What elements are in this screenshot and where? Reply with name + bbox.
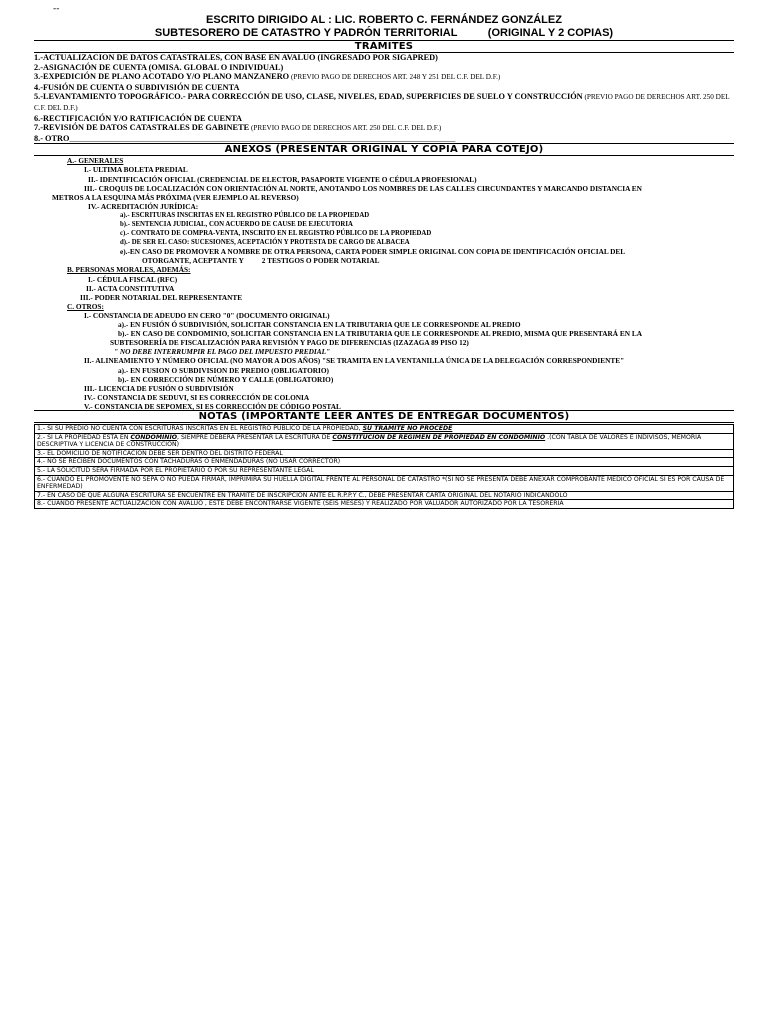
generales-iii: III.- CROQUIS DE LOCALIZACIÓN CON ORIENTACIÓN AL NORTE, ANOTANDO LOS NOMBRES DE LAS CALLES CIRCUNDANTES Y MARCANDO DISTANCIA EN: [84, 183, 642, 193]
nota-row-1: 1.- SI SU PREDIO NO CUENTA CON ESCRITURAS INSCRITAS EN EL REGISTRO PÚBLICO DE LA PROPIEDAD, SU TRÁMITE NO PROCEDE: [35, 424, 734, 433]
nota-row-2: 2.- SI LA PROPIEDAD ESTÁ EN CONDOMINIO, SIEMPRE DEBERÁ PRESENTAR LA ESCRITURA DE CONSTITUCIÓN DE RÉGIMEN DE PROPIEDAD EN CONDOMINIO .(CON TABLA DE VALORES E INDIVISOS, MEMORIA DESCRIPTIVA Y LICENCIA DE CONSTRUCCIÓN): [35, 433, 734, 449]
generales-iv-d: d).- DE SER EL CASO: SUCESIONES, ACEPTACIÓN Y PROTESTA DE CARGO DE ALBACEA: [120, 239, 410, 247]
morales-i: I.- CÉDULA FISCAL (RFC): [88, 274, 178, 284]
otros-i-b: b).- EN CASO DE CONDOMINIO, SOLICITAR CONSTANCIA EN LA TRIBUTARIA QUE LE CORRESPONDE AL PREDIO, MISMA QUE PRESENTARÁ EN LA: [118, 329, 642, 339]
generales-iv-b: b).- SENTENCIA JUDICIAL, CON ACUERDO DE CAUSE DE EJECUTORIA: [120, 221, 353, 228]
anexos-title: ANEXOS (PRESENTAR ORIGINAL Y COPIA PARA COTEJO): [34, 143, 734, 156]
predial-warning: " NO DEBE INTERRUMPIR EL PAGO DEL IMPUESTO PREDIAL": [114, 347, 331, 357]
nota-row-8: 8.- CUANDO PRESENTE ACTUALIZACIÓN CON AVALUO , ÉSTE DEBE ENCONTRARSE VIGENTE (SEIS MESES) Y REALIZADO POR VALUADOR AUTORIZADO POR LA TESORERÍA: [35, 500, 734, 509]
tramite-item-8: 8.- OTRO_____________________________________________________________________________________________: [34, 133, 456, 143]
generales-iv-a: a).- ESCRITURAS INSCRITAS EN EL REGISTRO PÚBLICO DE LA PROPIEDAD: [120, 211, 370, 219]
notas-table: [34, 424, 734, 509]
nota-row-6: 6.- CUANDO EL PROMOVENTE NO SEPA O NO PUEDA FIRMAR, IMPRIMIRÁ SU HUELLA DIGITAL FRENTE AL PERSONAL DE CATASTRO *(SI NO SE PRESENTA DEBE ANEXAR COMPROBANTE MEDICO OFICIAL SI ES POR CAUSA DE ENFERMEDAD): [35, 475, 734, 491]
otros-i-a: a).- EN FUSIÓN Ó SUBDIVISIÓN, SOLICITAR CONSTANCIA EN LA TRIBUTARIA QUE LE CORRESPONDE AL PREDIO: [118, 320, 521, 330]
morales-heading: B. PERSONAS MORALES, ADEMÁS:: [67, 265, 191, 275]
regimen-emphasis: CONSTITUCIÓN DE RÉGIMEN DE PROPIEDAD EN CONDOMINIO: [332, 433, 546, 441]
generales-iii-cont: METROS A LA ESQUINA MÁS PRÓXIMA (VER EJEMPLO AL REVERSO): [52, 192, 299, 202]
condominio-emphasis: CONDOMINIO: [130, 433, 178, 441]
header-office: SUBTESORERO DE CATASTRO Y PADRÓN TERRITORIAL (ORIGINAL Y 2 COPIAS): [154, 27, 614, 39]
morales-iii: III.- PODER NOTARIAL DEL REPRESENTANTE: [80, 292, 243, 302]
anexos-section: [34, 156, 734, 411]
otros-i-b-cont: SUBTESORERÍA DE FISCALIZACIÓN PARA REVISIÓN Y PAGO DE DIFERENCIAS (IZAZAGA 89 PISO 12): [110, 338, 469, 348]
otros-heading: C. OTROS:: [67, 301, 104, 311]
generales-iv: IV.- ACREDITACIÓN JURÍDICA:: [88, 201, 199, 211]
document-page: [34, 6, 734, 509]
no-procede-emphasis: SU TRÁMITE NO PROCEDE: [362, 424, 453, 432]
generales-i: I.- ULTIMA BOLETA PREDIAL: [84, 165, 188, 175]
otros-i: I.- CONSTANCIA DE ADEUDO EN CERO "0" (DOCUMENTO ORIGINAL): [84, 310, 330, 320]
tramite-item-7: 7.-REVISIÓN DE DATOS CATASTRALES DE GABINETE (PREVIO PAGO DE DERECHOS ART. 250 DEL C.F. DEL D.F.): [34, 123, 442, 133]
otros-v: V.- CONSTANCIA DE SEPOMEX, SI ES CORRECCIÓN DE CÓDIGO POSTAL: [84, 401, 341, 411]
generales-iv-e-cont: OTORGANTE, ACEPTANTE Y 2 TESTIGOS O PODER NOTARIAL: [142, 256, 380, 266]
generales-iv-e: e).-EN CASO DE PROMOVER A NOMBRE DE OTRA PERSONA, CARTA PODER SIMPLE ORIGINAL CON COPIA DE IDENTIFICACIÓN OFICIAL DEL: [120, 247, 626, 257]
nota-row-3: 3.- EL DOMICILIO DE NOTIFICACIÓN DEBE SER DENTRO DEL DISTRITO FEDERAL: [35, 449, 734, 458]
otros-ii: II.- ALINEAMIENTO Y NÚMERO OFICIAL (NO MAYOR A DOS AÑOS) "SE TRAMITA EN LA VENTANILLA ÚNICA DE LA DELEGACIÓN CORRESPONDIENTE": [84, 356, 625, 366]
nota-row-7: 7.- EN CASO DE QUE ALGUNA ESCRITURA SE ENCUENTRE EN TRÁMITE DE INSCRIPCIÓN ANTE EL R.P.P.Y C., DEBE PRESENTAR CARTA ORIGINAL DEL NOTARIO INDICÁNDOLO: [35, 491, 734, 500]
nota-row-4: 4.- NO SE RECIBEN DOCUMENTOS CON TACHADURAS O ENMENDADURAS (NO USAR CORRECTOR): [35, 458, 734, 467]
nota-row-5: 5.- LA SOLICITUD SERÁ FIRMADA POR EL PROPIETARIO O POR SU REPRESENTANTE LEGAL: [35, 466, 734, 475]
tramites-title: TRÁMITES: [34, 40, 734, 53]
tramite-item-4: 4.-FUSIÓN DE CUENTA O SUBDIVISIÓN DE CUENTA: [34, 82, 240, 92]
generales-heading: A.- GENERALES: [67, 156, 124, 166]
tramite-item-1: 1.-ACTUALIZACION DE DATOS CATASTRALES, CON BASE EN AVALUO (INGRESADO POR SIGAPRED): [34, 53, 438, 62]
generales-iv-c: c).- CONTRATO DE COMPRA-VENTA, INSCRITO EN EL REGISTRO PÚBLICO DE LA PROPIEDAD: [120, 230, 432, 238]
header-addressee: ESCRITO DIRIGIDO AL : LIC. ROBERTO C. FERNÁNDEZ GONZÁLEZ: [206, 14, 562, 26]
tramite-item-6: 6.-RECTIFICACIÓN Y/O RATIFICACIÓN DE CUENTA: [34, 113, 242, 123]
otros-ii-b: b).- EN CORRECCIÓN DE NÚMERO Y CALLE (OBLIGATORIO): [118, 374, 334, 384]
tramite-item-5: 5.-LEVANTAMIENTO TOPOGRÁFICO.- PARA CORRECCIÓN DE USO, CLASE, NIVELES, EDAD, SUPERFICIES DE SUELO Y CONSTRUCCIÓN (PREVIO PAGO DE DERECHOS ART. 250 DEL C.F. DEL D.F.): [34, 92, 730, 112]
generales-ii: II.- IDENTIFICACIÓN OFICIAL (CREDENCIAL DE ELECTOR, PASAPORTE VIGENTE O CÉDULA PROFESIONAL): [88, 174, 477, 184]
tramites-list: [34, 53, 734, 143]
otros-ii-a: a).- EN FUSION O SUBDIVISION DE PREDIO (OBLIGATORIO): [118, 365, 329, 375]
notas-title: NOTAS (IMPORTANTE LEER ANTES DE ENTREGAR DOCUMENTOS): [34, 410, 734, 423]
otros-iv: IV.- CONSTANCIA DE SEDUVI, SI ES CORRECCIÓN DE COLONIA: [84, 392, 310, 402]
tramite-item-3: 3.-EXPEDICIÓN DE PLANO ACOTADO Y/O PLANO MANZANERO (PREVIO PAGO DE DERECHOS ART. 248 Y 251 DEL C.F. DEL D.F.): [34, 72, 501, 82]
tramite-item-2: 2.-ASIGNACIÓN DE CUENTA (OMISA. GLOBAL O INDIVIDUAL): [34, 62, 284, 72]
otros-iii: III.- LICENCIA DE FUSIÓN O SUBDIVISIÓN: [84, 383, 234, 393]
corner-mark: --: [53, 4, 60, 14]
morales-ii: II.- ACTA CONSTITUTIVA: [86, 283, 175, 293]
